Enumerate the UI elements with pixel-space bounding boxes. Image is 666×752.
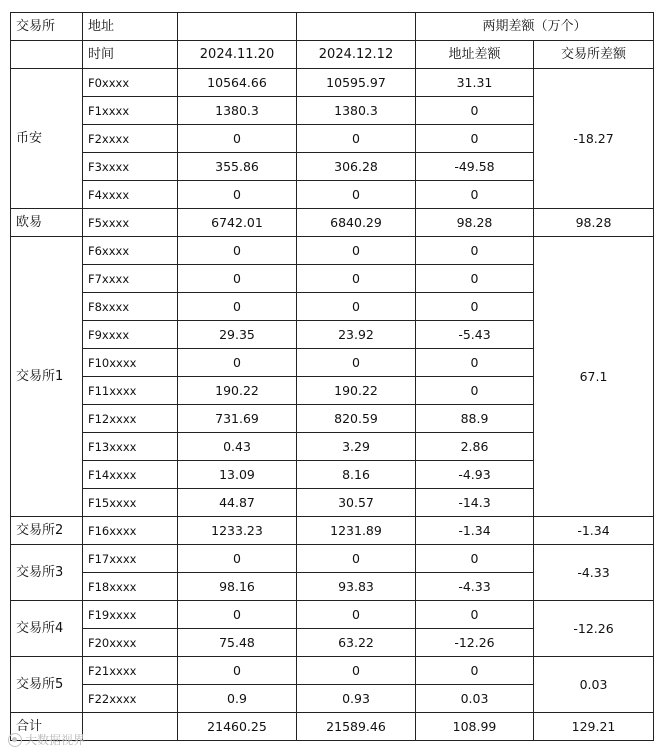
address-diff-cell: 0 (416, 377, 534, 405)
balance-date1-cell: 0 (178, 601, 297, 629)
address-cell: F9xxxx (83, 321, 178, 349)
balance-date2-cell: 23.92 (297, 321, 416, 349)
address-cell: F0xxxx (83, 69, 178, 97)
exchange-diff-cell: 0.03 (534, 657, 654, 713)
balance-date2-cell: 0 (297, 293, 416, 321)
balance-date2-cell: 306.28 (297, 153, 416, 181)
watermark-text: 大数据视界 (25, 733, 86, 747)
header-addr-diff: 地址差额 (416, 41, 534, 69)
balance-date2-cell: 0.93 (297, 685, 416, 713)
balance-date1-cell: 0 (178, 125, 297, 153)
exchange-name-cell: 欧易 (11, 209, 83, 237)
address-diff-cell: 0 (416, 237, 534, 265)
address-cell: F10xxxx (83, 349, 178, 377)
total-label-cell: 合计 (11, 713, 83, 741)
address-diff-cell: 0 (416, 181, 534, 209)
address-cell: F14xxxx (83, 461, 178, 489)
balance-date2-cell: 8.16 (297, 461, 416, 489)
address-cell: F5xxxx (83, 209, 178, 237)
balance-date2-cell: 63.22 (297, 629, 416, 657)
balance-date1-cell: 0 (178, 657, 297, 685)
address-cell: F15xxxx (83, 489, 178, 517)
address-cell: F6xxxx (83, 237, 178, 265)
address-diff-cell: 0 (416, 349, 534, 377)
balance-date1-cell: 0 (178, 545, 297, 573)
total-row (11, 713, 654, 741)
balance-date1-cell: 0.9 (178, 685, 297, 713)
balance-date2-cell: 93.83 (297, 573, 416, 601)
address-diff-cell: -12.26 (416, 629, 534, 657)
address-diff-cell: 0 (416, 601, 534, 629)
exchange-name-cell: 币安 (11, 69, 83, 209)
balance-date1-cell: 13.09 (178, 461, 297, 489)
table-row (11, 601, 654, 629)
exchange-name-cell: 交易所3 (11, 545, 83, 601)
balance-date2-cell: 0 (297, 545, 416, 573)
table-row (11, 209, 654, 237)
exchange-diff-cell: -4.33 (534, 545, 654, 601)
table-row (11, 69, 654, 97)
header-row-2 (11, 41, 654, 69)
address-cell: F16xxxx (83, 517, 178, 545)
address-diff-cell: -14.3 (416, 489, 534, 517)
address-diff-cell: 0 (416, 293, 534, 321)
balance-date2-cell: 1380.3 (297, 97, 416, 125)
total-addr-diff-cell: 108.99 (416, 713, 534, 741)
address-diff-cell: 31.31 (416, 69, 534, 97)
header-empty-2 (297, 13, 416, 41)
address-diff-cell: 0 (416, 125, 534, 153)
exchange-diff-cell: 67.1 (534, 237, 654, 517)
exchange-diff-cell: -12.26 (534, 601, 654, 657)
balance-date2-cell: 190.22 (297, 377, 416, 405)
total-exch-diff-cell: 129.21 (534, 713, 654, 741)
address-diff-cell: -1.34 (416, 517, 534, 545)
exchange-diff-cell: -18.27 (534, 69, 654, 209)
balance-date2-cell: 0 (297, 657, 416, 685)
balance-date2-cell: 1231.89 (297, 517, 416, 545)
balance-date2-cell: 0 (297, 125, 416, 153)
balance-date2-cell: 820.59 (297, 405, 416, 433)
address-cell: F21xxxx (83, 657, 178, 685)
total-date1-cell: 21460.25 (178, 713, 297, 741)
balance-date1-cell: 44.87 (178, 489, 297, 517)
address-diff-cell: 0.03 (416, 685, 534, 713)
header-row-1 (11, 13, 654, 41)
header-diff-group: 两期差额（万个） (416, 13, 654, 41)
table-row (11, 517, 654, 545)
balance-date1-cell: 0 (178, 237, 297, 265)
address-cell: F13xxxx (83, 433, 178, 461)
total-empty-cell (83, 713, 178, 741)
header-date2: 2024.12.12 (297, 41, 416, 69)
address-cell: F20xxxx (83, 629, 178, 657)
balance-date2-cell: 10595.97 (297, 69, 416, 97)
address-diff-cell: -49.58 (416, 153, 534, 181)
balance-date1-cell: 98.16 (178, 573, 297, 601)
balance-date1-cell: 0 (178, 293, 297, 321)
balance-date1-cell: 0 (178, 349, 297, 377)
balance-date1-cell: 190.22 (178, 377, 297, 405)
address-cell: F11xxxx (83, 377, 178, 405)
address-cell: F2xxxx (83, 125, 178, 153)
balance-date2-cell: 0 (297, 265, 416, 293)
table-body (11, 13, 654, 741)
address-cell: F7xxxx (83, 265, 178, 293)
balance-date1-cell: 75.48 (178, 629, 297, 657)
header-date1: 2024.11.20 (178, 41, 297, 69)
header-time: 时间 (83, 41, 178, 69)
exchange-name-cell: 交易所2 (11, 517, 83, 545)
balance-date2-cell: 0 (297, 601, 416, 629)
table-row (11, 237, 654, 265)
address-cell: F12xxxx (83, 405, 178, 433)
address-cell: F22xxxx (83, 685, 178, 713)
address-diff-cell: -5.43 (416, 321, 534, 349)
address-cell: F3xxxx (83, 153, 178, 181)
exchange-name-cell: 交易所1 (11, 237, 83, 517)
balance-date1-cell: 731.69 (178, 405, 297, 433)
balance-date2-cell: 3.29 (297, 433, 416, 461)
address-cell: F4xxxx (83, 181, 178, 209)
address-diff-cell: 0 (416, 545, 534, 573)
address-cell: F19xxxx (83, 601, 178, 629)
address-cell: F18xxxx (83, 573, 178, 601)
balance-date1-cell: 1233.23 (178, 517, 297, 545)
address-diff-cell: 0 (416, 265, 534, 293)
address-cell: F8xxxx (83, 293, 178, 321)
exchange-diff-cell: -1.34 (534, 517, 654, 545)
watermark (8, 731, 85, 748)
address-cell: F17xxxx (83, 545, 178, 573)
balance-date2-cell: 6840.29 (297, 209, 416, 237)
address-diff-cell: 0 (416, 97, 534, 125)
header-exch-diff: 交易所差额 (534, 41, 654, 69)
balance-date1-cell: 10564.66 (178, 69, 297, 97)
balance-date1-cell: 29.35 (178, 321, 297, 349)
exchange-diff-cell: 98.28 (534, 209, 654, 237)
exchange-balance-table (10, 12, 654, 741)
balance-date2-cell: 30.57 (297, 489, 416, 517)
total-date2-cell: 21589.46 (297, 713, 416, 741)
balance-date2-cell: 0 (297, 237, 416, 265)
balance-date1-cell: 0 (178, 265, 297, 293)
address-diff-cell: 88.9 (416, 405, 534, 433)
table-row (11, 657, 654, 685)
address-diff-cell: 2.86 (416, 433, 534, 461)
balance-date1-cell: 355.86 (178, 153, 297, 181)
address-diff-cell: 0 (416, 657, 534, 685)
table-row (11, 545, 654, 573)
header-address: 地址 (83, 13, 178, 41)
balance-date1-cell: 6742.01 (178, 209, 297, 237)
balance-date1-cell: 0 (178, 181, 297, 209)
watermark-logo-icon (8, 733, 22, 747)
address-cell: F1xxxx (83, 97, 178, 125)
exchange-name-cell: 交易所5 (11, 657, 83, 713)
balance-date2-cell: 0 (297, 349, 416, 377)
balance-date1-cell: 0.43 (178, 433, 297, 461)
header-empty-1 (178, 13, 297, 41)
balance-date2-cell: 0 (297, 181, 416, 209)
header-exchange: 交易所 (11, 13, 83, 41)
address-diff-cell: -4.33 (416, 573, 534, 601)
exchange-name-cell: 交易所4 (11, 601, 83, 657)
balance-date1-cell: 1380.3 (178, 97, 297, 125)
address-diff-cell: -4.93 (416, 461, 534, 489)
header-empty-3 (11, 41, 83, 69)
address-diff-cell: 98.28 (416, 209, 534, 237)
